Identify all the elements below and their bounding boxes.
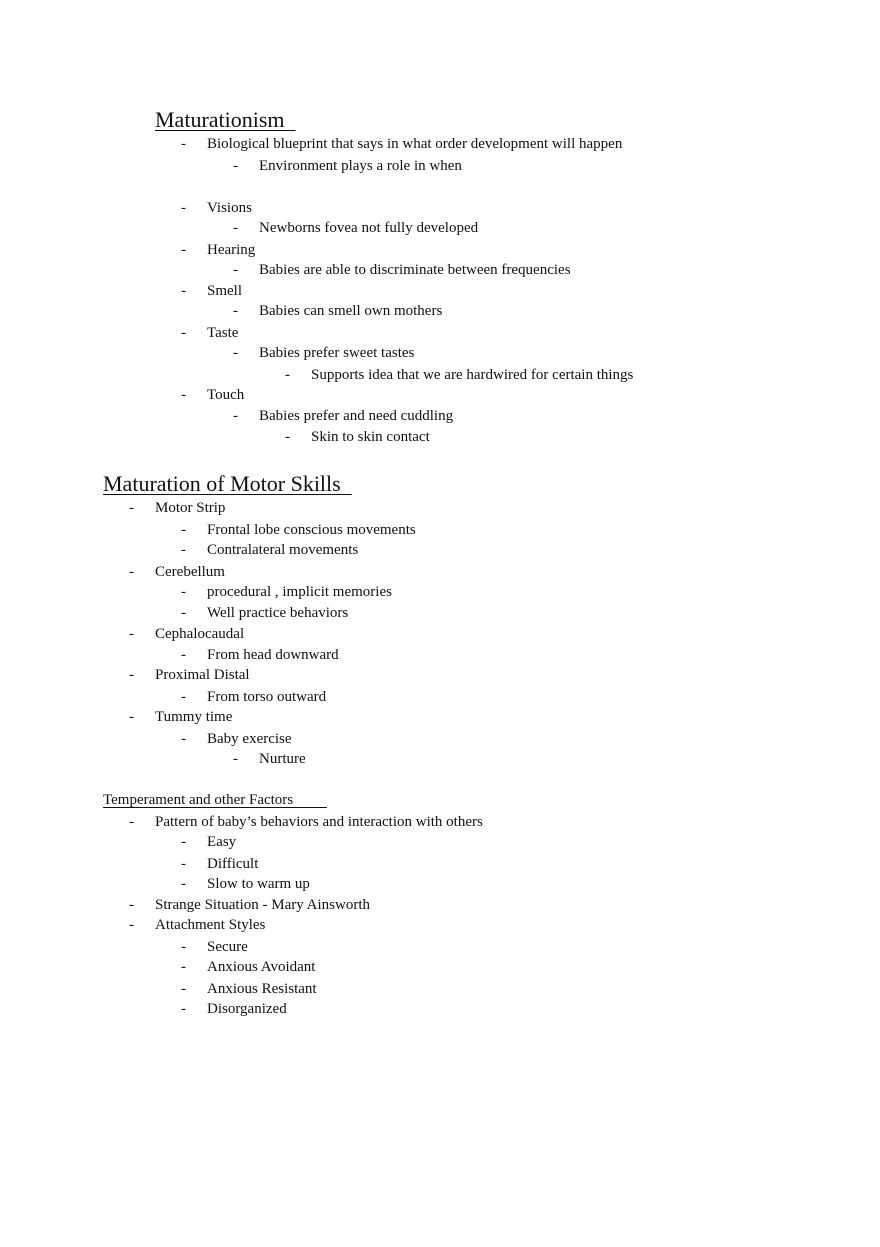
bullet-dash: - — [181, 605, 186, 621]
section-heading-motor-skills: Maturation of Motor Skills — [103, 471, 352, 496]
bullet-dash: - — [233, 303, 238, 319]
list-item: - Anxious Avoidant — [181, 959, 316, 975]
bullet-dash: - — [181, 856, 186, 872]
list-item: - Babies are able to discriminate between frequencies — [233, 262, 571, 278]
bullet-dash: - — [181, 1001, 186, 1017]
bullet-dash: - — [233, 220, 238, 236]
bullet-dash: - — [129, 709, 134, 725]
list-item: - Slow to warm up — [181, 876, 310, 892]
list-item: - Nurture — [233, 751, 306, 767]
list-item: - From torso outward — [181, 689, 327, 705]
list-item: - procedural , implicit memories — [181, 584, 392, 600]
bullet-dash: - — [233, 751, 238, 767]
bullet-dash: - — [181, 283, 186, 299]
bullet-dash: - — [181, 876, 186, 892]
list-item: - Smell — [181, 283, 243, 299]
bullet-dash: - — [181, 325, 186, 341]
list-item: - Supports idea that we are hardwired for certain things — [285, 367, 634, 383]
bullet-dash: - — [181, 522, 186, 538]
list-item: - Well practice behaviors — [181, 605, 349, 621]
list-item: - Easy — [181, 834, 237, 850]
bullet-dash: - — [181, 200, 186, 216]
list-item: - Babies prefer and need cuddling — [233, 408, 454, 424]
bullet-dash: - — [129, 814, 134, 830]
bullet-dash: - — [129, 917, 134, 933]
bullet-dash: - — [181, 689, 186, 705]
bullet-dash: - — [233, 158, 238, 174]
list-item: - Skin to skin contact — [285, 429, 430, 445]
bullet-dash: - — [181, 647, 186, 663]
list-item: - Touch — [181, 387, 245, 403]
list-item: - Babies can smell own mothers — [233, 303, 443, 319]
list-item: - Motor Strip — [129, 500, 226, 516]
list-item: - Frontal lobe conscious movements — [181, 522, 416, 538]
bullet-dash: - — [129, 667, 134, 683]
list-item: - Strange Situation - Mary Ainsworth — [129, 897, 370, 913]
list-item: - Babies prefer sweet tastes — [233, 345, 415, 361]
list-item: - Tummy time — [129, 709, 233, 725]
bullet-dash: - — [129, 564, 134, 580]
bullet-dash: - — [129, 626, 134, 642]
bullet-dash: - — [181, 136, 186, 152]
list-item: - Environment plays a role in when — [233, 158, 462, 174]
bullet-dash: - — [181, 584, 186, 600]
list-item: - Disorganized — [181, 1001, 287, 1017]
list-item: - Biological blueprint that says in what order development will happen — [181, 136, 623, 152]
list-item: - Hearing — [181, 242, 256, 258]
bullet-dash: - — [181, 959, 186, 975]
list-item: - Newborns fovea not fully developed — [233, 220, 479, 236]
list-item: - Baby exercise — [181, 731, 292, 747]
list-item: - From head downward — [181, 647, 339, 663]
bullet-dash: - — [181, 834, 186, 850]
list-item: - Proximal Distal — [129, 667, 250, 683]
bullet-dash: - — [181, 939, 186, 955]
bullet-dash: - — [181, 731, 186, 747]
bullet-dash: - — [285, 367, 290, 383]
list-item: - Taste — [181, 325, 239, 341]
bullet-dash: - — [181, 542, 186, 558]
list-item: - Cephalocaudal — [129, 626, 245, 642]
bullet-dash: - — [285, 429, 290, 445]
list-item: - Contralateral movements — [181, 542, 359, 558]
list-item: - Pattern of baby’s behaviors and interaction with others — [129, 814, 483, 830]
list-item: - Visions — [181, 200, 252, 216]
list-item: - Attachment Styles — [129, 917, 266, 933]
list-item: - Difficult — [181, 856, 259, 872]
bullet-dash: - — [181, 387, 186, 403]
bullet-dash: - — [233, 408, 238, 424]
list-item: - Anxious Resistant — [181, 981, 317, 997]
bullet-dash: - — [233, 262, 238, 278]
list-item: - Cerebellum — [129, 564, 225, 580]
bullet-dash: - — [233, 345, 238, 361]
section-heading-temperament: Temperament and other Factors — [103, 792, 327, 808]
bullet-dash: - — [181, 242, 186, 258]
list-item: - Secure — [181, 939, 248, 955]
bullet-dash: - — [129, 897, 134, 913]
section-heading-maturationism: Maturationism — [155, 107, 296, 132]
bullet-dash: - — [181, 981, 186, 997]
bullet-dash: - — [129, 500, 134, 516]
